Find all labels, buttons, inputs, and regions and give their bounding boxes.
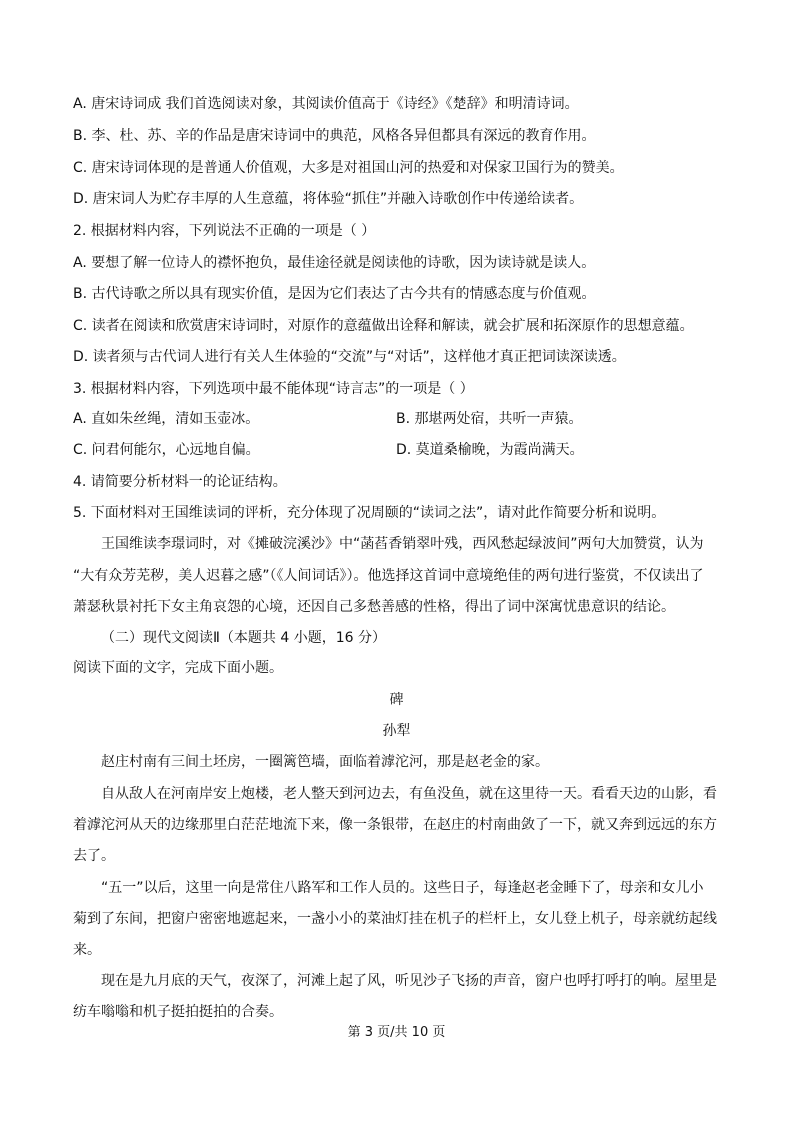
article-paragraph-1: 赵庄村南有三间土坯房，一圈篱笆墙，面临着滹沱河，那是赵老金的家。 [101,754,549,770]
page-footer: 第 3 页/共 10 页 [347,1025,446,1040]
q3-option-d: D. 莫道桑榆晚，为霞尚满天。 [396,442,584,458]
article-paragraph-3-line-2: 菊到了东间，把窗户密密地遮起来，一盏小小的菜油灯挂在机子的栏杆上，女儿登上机子，母亲就纺起线 [73,911,717,927]
q1-option-b: B. 李、杜、苏、辛的作品是唐宋诗词中的典范，风格各异但都具有深远的教育作用。 [73,128,596,144]
q2-option-d: D. 读者须与古代词人进行有关人生体验的“交流”与“对话”，这样他才真正把词读深读透。 [73,349,626,365]
reading-instruction: 阅读下面的文字，完成下面小题。 [73,660,283,676]
q1-option-a: A. 唐宋诗词成 我们首选阅读对象，其阅读价值高于《诗经》《楚辞》和明清诗词。 [73,96,579,112]
article-author: 孙犁 [382,723,411,739]
article-paragraph-2-line-3: 去了。 [73,848,115,864]
q3-option-b: B. 那堪两处宿，共听一声猿。 [396,411,583,427]
article-title: 碑 [389,692,404,708]
article-paragraph-3-line-1: “五一”以后，这里一向是常住八路军和工作人员的。这些日子，每逢赵老金睡下了，母亲和女儿小 [101,880,704,896]
question-2: 2. 根据材料内容，下列说法不正确的一项是（ ） [73,223,376,239]
article-paragraph-2-line-1: 自从敌人在河南岸安上炮楼，老人整天到河边去，有鱼没鱼，就在这里待一天。看看天边的山影，看 [101,786,717,802]
q1-option-d: D. 唐宋词人为贮存丰厚的人生意蕴，将体验“抓住”并融入诗歌创作中传递给读者。 [73,191,584,207]
question-4: 4. 请简要分析材料一的论证结构。 [73,474,287,490]
q5-material-line-1: 王国维读李璟词时，对《摊破浣溪沙》中“菡萏香销翠叶残，西风愁起绿波间”两句大加赞赏，认为 [101,536,704,552]
q5-material-line-3: 萧瑟秋景衬托下女主角哀怨的心境，还因自己多愁善感的性格，得出了词中深寓忧患意识的结论。 [73,599,675,615]
article-paragraph-3-line-3: 来。 [73,942,101,958]
q1-option-c: C. 唐宋诗词体现的是普通人价值观，大多是对祖国山河的热爱和对保家卫国行为的赞美。 [73,160,624,176]
article-paragraph-4-line-1: 现在是九月底的天气，夜深了，河滩上起了风，听见沙子飞扬的声音，窗户也呼打呼打的响。屋里是 [101,973,717,989]
q2-option-c: C. 读者在阅读和欣赏唐宋诗词时，对原作的意蕴做出诠释和解读，就会扩展和拓深原作的思想意蕴。 [73,318,694,334]
q3-option-c: C. 问君何能尔，心远地自偏。 [73,442,260,458]
q2-option-b: B. 古代诗歌之所以具有现实价值，是因为它们表达了古今共有的情感态度与价值观。 [73,286,596,302]
q3-option-a: A. 直如朱丝绳，清如玉壶冰。 [73,411,260,427]
article-paragraph-4-line-2: 纺车嗡嗡和机子挺拍挺拍的合奏。 [73,1004,283,1020]
question-5: 5. 下面材料对王国维读词的评析，充分体现了况周颐的“读词之法”，请对此作简要分析和说明。 [73,505,666,521]
question-3: 3. 根据材料内容，下列选项中最不能体现“诗言志”的一项是（ ） [73,381,474,397]
q5-material-line-2: “大有众芳芜秽，美人迟暮之感”（《人间词话》）。他选择这首词中意境绝佳的两句进行鉴赏，不仅读出了 [73,568,704,584]
article-paragraph-2-line-2: 着滹沱河从天的边缘那里白茫茫地流下来，像一条银带，在赵庄的村南曲敛了一下，就又奔到远远的东方 [73,817,717,833]
section-heading: （二）现代文阅读Ⅱ（本题共 4 小题，16 分） [101,630,386,646]
q2-option-a: A. 要想了解一位诗人的襟怀抱负，最佳途径就是阅读他的诗歌，因为读诗就是读人。 [73,255,596,271]
